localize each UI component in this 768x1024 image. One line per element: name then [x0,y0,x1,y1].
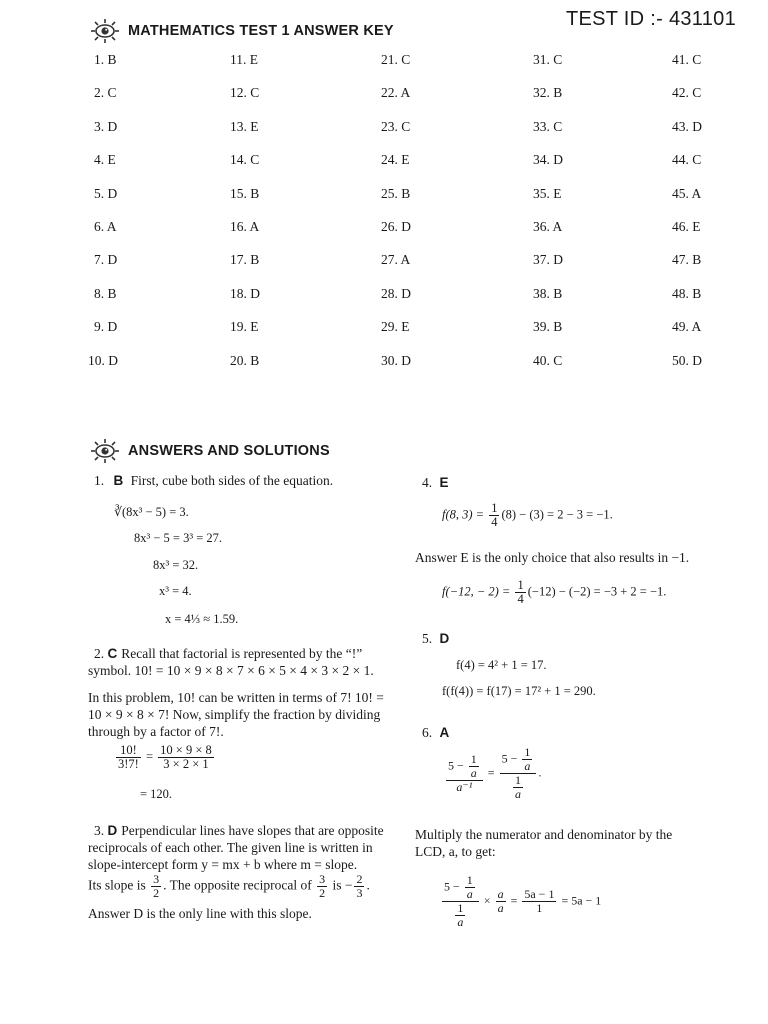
key-cell: 34. D [533,152,563,168]
key-cell: 38. B [533,285,563,301]
equation-line: f(4) = 4² + 1 = 17. [456,658,547,672]
key-cell: 36. A [533,218,563,234]
key-cell: 50. D [672,352,702,368]
key-cell: 21. C [381,52,411,67]
solution-5 [422,630,453,647]
solution-text: Answer E is the only choice that also results in −1. [415,550,690,565]
complex-fraction: 5 − $\frac{1}{a}$ $\frac{1}{a}$ × $\frac{a}{a}$ = $\frac{5a - 1}{1}$ = 5a − 1 [444,873,602,929]
key-cell: 5. D [94,185,118,201]
key-cell: 6. A [94,218,117,234]
fraction: $\frac{10 \times 9 \times 8}{3 \times 2 \times 1}$ [160,743,212,771]
solution-paragraph: In this problem, 10! can be written in terms of 7! 10! = 10 × 9 × 8 × 7! Now, simplify the fraction by dividing through by a factor of 7!. [88,690,384,739]
key-cell: 41. C [672,52,702,67]
key-cell: 14. C [230,152,260,168]
fraction-equation: $\frac{10!}{3!7!}$ = $\frac{10 \times 9 \times 8}{3 \times 2 \times 1}$ [118,743,212,771]
key-cell: 24. E [381,152,410,168]
key-cell: 16. A [230,218,260,234]
question-number: 1. [94,473,105,488]
key-cell: 12. C [230,85,260,101]
key-cell: 13. E [230,118,259,134]
key-cell: 45. A [672,185,702,201]
key-cell: 26. D [381,218,411,234]
key-cell: 47. B [672,252,702,268]
equation-line: x³ = 4. [159,584,192,598]
answer-letter: D [107,823,118,838]
question-number: 4. [422,475,433,490]
answer-key-header [88,18,394,44]
answer-letter: E [439,475,449,490]
key-cell: 22. A [381,85,411,101]
key-cell: 17. B [230,252,260,268]
key-cell: 29. E [381,319,410,335]
key-cell: 9. D [94,319,118,335]
key-cell: 4. E [94,152,116,168]
key-cell: 7. D [94,252,118,268]
key-cell: 35. E [533,185,562,201]
question-number: 5. [422,631,433,646]
equation-line: ∛(8x³ − 5) = 3. [114,505,189,519]
solution-text: Multiply the numerator and denominator by the LCD, a, to get: [415,827,673,859]
key-cell: 46. E [672,218,701,234]
eye-burst-icon [88,18,122,44]
equation-line: f(8, 3) = $\frac{1}{4}$ (8) − (3) = 2 − 3 = −1. [442,501,613,529]
solution-2 [88,645,388,740]
key-cell: 19. E [230,319,259,335]
solution-text: Recall that factorial is represented by the “!” symbol. 10! = 10 × 9 × 8 × 7 × 6 × 5 × 4 × 3 × 2 × 1. [88,646,374,678]
key-cell: 43. D [672,118,702,134]
question-number: 3. [94,823,105,838]
key-row [94,52,734,85]
answer-letter: C [107,646,118,661]
solution-6 [422,724,453,741]
key-row [94,119,734,152]
key-row [94,286,734,319]
key-cell: 27. A [381,252,411,268]
key-cell: 33. C [533,118,563,134]
key-row [94,219,734,252]
key-cell: 25. B [381,185,411,201]
key-cell: 8. B [94,285,117,301]
key-cell: 42. C [672,85,702,101]
key-cell: 1. B [94,52,117,67]
test-id-label: TEST ID :- 431101 [566,8,736,30]
equation-line: 8x³ − 5 = 3³ = 27. [134,531,223,545]
key-row [94,85,734,118]
key-cell: 18. D [230,285,260,301]
equation-line: 8x³ = 32. [153,558,199,572]
question-number: 6. [422,725,433,740]
answer-key-grid [88,52,734,386]
equation-line: x = 4⅓ ≈ 1.59. [165,612,239,626]
solution-4 [422,474,453,491]
solution-paragraph [88,822,388,873]
solution-3 [88,822,388,873]
key-cell: 2. C [94,85,117,101]
solution-paragraph [88,645,388,679]
key-cell: 10. D [88,352,118,368]
solution-text: Answer D is the only line with this slope. [88,906,312,921]
key-cell: 39. B [533,319,563,335]
key-cell: 3. D [94,118,118,134]
key-cell: 23. C [381,118,411,134]
fraction: $\frac{10!}{3!7!}$ [118,743,139,771]
answer-letter: D [439,631,450,646]
key-cell: 44. C [672,152,702,168]
solution-text: Perpendicular lines have slopes that are opposite reciprocals of each other. The given line is written in slope-intercept form y = mx + b where m = slope. [88,823,384,872]
key-cell: 37. D [533,252,563,268]
eye-burst-icon [88,438,122,464]
key-cell: 40. C [533,352,563,368]
slope-line: Its slope is $\frac{3}{2}$ . The opposite reciprocal of $\frac{3}{2}$ is − $\frac{2}{3}$ . [88,872,370,900]
key-row [88,352,734,386]
key-cell: 49. A [672,319,702,335]
answer-letter: A [439,725,450,740]
key-cell: 31. C [533,52,563,67]
equation-line: f(f(4)) = f(17) = 17² + 1 = 290. [442,684,596,698]
question-number: 2. [94,646,105,661]
key-cell: 15. B [230,185,260,201]
solutions-header [88,438,330,464]
solution-text: First, cube both sides of the equation. [130,473,334,488]
key-cell: 28. D [381,285,411,301]
complex-fraction: 5 − $\frac{1}{a}$ a⁻¹ = 5 − $\frac{1}{a}$ $\frac{1}{a}$ . [448,745,542,801]
equation-result: = 120. [140,787,173,801]
equation-line: f(−12, − 2) = $\frac{1}{4}$ (−12) − (−2) = −3 + 2 = −1. [442,578,667,606]
key-cell: 30. D [381,352,411,368]
key-cell: 20. B [230,352,260,368]
answer-key-title: MATHEMATICS TEST 1 ANSWER KEY [128,23,394,39]
answer-letter: B [113,473,124,488]
solution-1 [94,472,394,489]
key-cell: 32. B [533,85,563,101]
key-row [94,319,734,352]
key-cell: 48. B [672,285,702,301]
key-row [94,252,734,285]
key-row [94,152,734,185]
key-row [94,186,734,219]
key-cell: 11. E [230,52,258,67]
solutions-title: ANSWERS AND SOLUTIONS [128,443,330,459]
